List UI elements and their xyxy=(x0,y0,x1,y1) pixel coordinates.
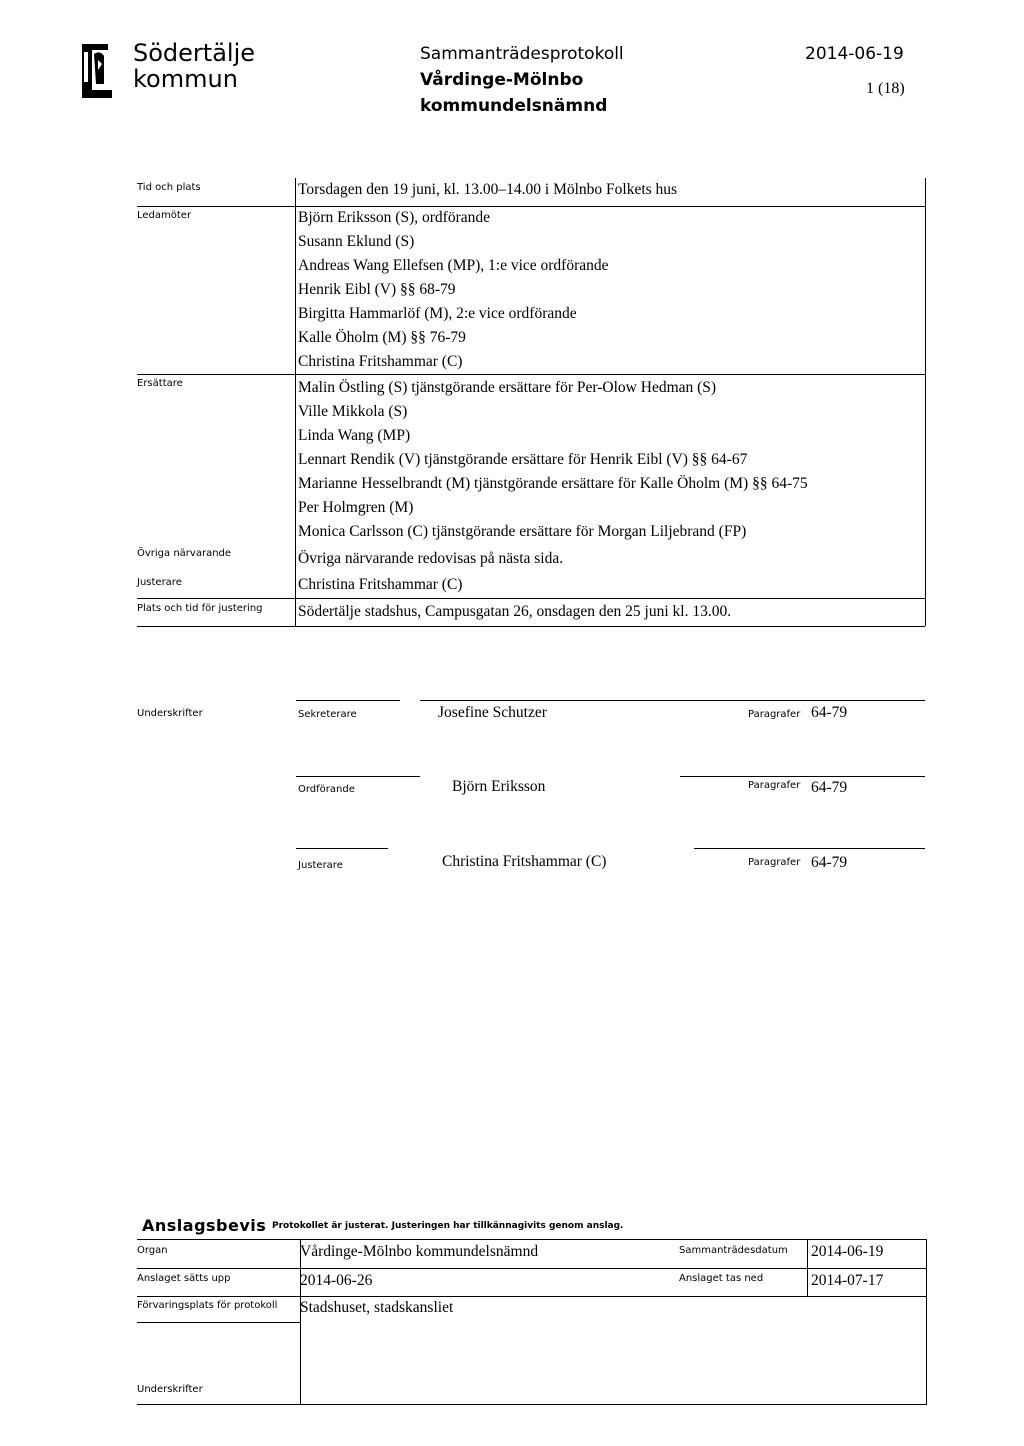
anslagsbevis-subtitle: Protokollet är justerat. Justeringen har tillkännagivits genom anslag. xyxy=(272,1221,624,1231)
organ-value: Vårdinge-Mölnbo kommundelsnämnd xyxy=(300,1243,539,1260)
posted-value: 2014-06-26 xyxy=(300,1272,373,1289)
adjust-place-time: Södertälje stadshus, Campusgatan 26, onsdagen den 25 juni kl. 13.00. xyxy=(298,603,732,620)
others-present: Övriga närvarande redovisas på nästa sida. xyxy=(298,550,564,567)
signature-line xyxy=(296,700,400,701)
signature-line xyxy=(296,776,420,777)
row-rule xyxy=(137,1322,301,1323)
label-organ: Organ xyxy=(137,1245,168,1256)
member-item: Birgitta Hammarlöf (M), 2:e vice ordförande xyxy=(298,305,577,322)
signature-name: Josefine Schutzer xyxy=(438,704,547,721)
substitute-item: Malin Östling (S) tjänstgörande ersättare för Per-Olow Hedman (S) xyxy=(298,379,717,396)
paragraphs-label: Paragrafer xyxy=(748,857,801,868)
row-rule xyxy=(137,1268,927,1269)
substitute-item: Monica Carlsson (C) tjänstgörande ersättare för Morgan Liljebrand (FP) xyxy=(298,523,747,540)
member-item: Björn Eriksson (S), ordförande xyxy=(298,209,490,226)
substitute-item: Lennart Rendik (V) tjänstgörande ersättare för Henrik Eibl (V) §§ 64-67 xyxy=(298,451,748,468)
label-removed: Anslaget tas ned xyxy=(679,1273,764,1284)
label-time-place: Tid och plats xyxy=(137,182,201,193)
row-rule xyxy=(137,1239,927,1240)
storage-value: Stadshuset, stadskansliet xyxy=(300,1299,454,1316)
substitute-item: Ville Mikkola (S) xyxy=(298,403,408,420)
anslagsbevis-title: Anslagsbevis xyxy=(142,1216,267,1235)
substitute-item: Per Holmgren (M) xyxy=(298,499,414,516)
member-item: Kalle Öholm (M) §§ 76-79 xyxy=(298,329,466,346)
table-border-right xyxy=(926,1239,927,1404)
label-others: Övriga närvarande xyxy=(137,548,232,559)
table-divider xyxy=(807,1239,808,1296)
member-item: Christina Fritshammar (C) xyxy=(298,353,463,370)
signature-name: Christina Fritshammar (C) xyxy=(442,853,607,870)
label-posted: Anslaget sätts upp xyxy=(137,1273,231,1284)
org-name-line1: Vårdinge-Mölnbo xyxy=(420,70,584,90)
signature-line xyxy=(420,700,925,701)
signature-role: Justerare xyxy=(298,860,343,871)
table-border-right xyxy=(925,178,926,626)
page-number: 1 (18) xyxy=(866,80,905,97)
label-storage: Förvaringsplats för protokoll xyxy=(137,1300,278,1311)
row-rule xyxy=(137,1296,927,1297)
paragraphs-range: 64-79 xyxy=(811,854,848,871)
removed-value: 2014-07-17 xyxy=(811,1272,884,1289)
label-meeting-date: Sammanträdesdatum xyxy=(679,1245,788,1256)
label-adjusters: Justerare xyxy=(137,577,182,588)
signature-line xyxy=(296,848,388,849)
table-divider xyxy=(295,178,296,626)
document-date: 2014-06-19 xyxy=(805,44,904,64)
paragraphs-range: 64-79 xyxy=(811,779,848,796)
time-place: Torsdagen den 19 juni, kl. 13.00–14.00 i Mölnbo Folkets hus xyxy=(298,181,678,198)
paragraphs-label: Paragrafer xyxy=(748,709,801,720)
member-item: Andreas Wang Ellefsen (MP), 1:e vice ordförande xyxy=(298,257,609,274)
logo-text xyxy=(133,40,255,92)
paragraphs-label: Paragrafer xyxy=(748,780,801,791)
label-adjust-place: Plats och tid för justering xyxy=(137,603,263,614)
org-name-line2: kommundelsnämnd xyxy=(420,96,608,116)
signature-name: Björn Eriksson xyxy=(452,778,546,795)
row-rule xyxy=(137,1404,927,1405)
signature-line xyxy=(680,776,925,777)
label-members: Ledamöter xyxy=(137,210,192,221)
kommun-logo xyxy=(78,40,118,104)
member-item: Henrik Eibl (V) §§ 68-79 xyxy=(298,281,456,298)
adjusters: Christina Fritshammar (C) xyxy=(298,576,463,593)
signature-role: Sekreterare xyxy=(298,709,357,720)
paragraphs-range: 64-79 xyxy=(811,704,848,721)
label-signature: Underskrifter xyxy=(137,1384,203,1395)
signature-line xyxy=(694,848,925,849)
document-title: Sammanträdesprotokoll xyxy=(420,44,624,64)
signatures-label: Underskrifter xyxy=(137,708,203,719)
row-rule xyxy=(137,206,925,207)
member-item: Susann Eklund (S) xyxy=(298,233,415,250)
meeting-date-value: 2014-06-19 xyxy=(811,1243,884,1260)
row-rule xyxy=(137,374,925,375)
label-substitutes: Ersättare xyxy=(137,378,183,389)
logo-sub: kommun xyxy=(133,65,238,93)
table-divider xyxy=(300,1239,301,1404)
row-rule xyxy=(137,598,925,599)
substitute-item: Marianne Hesselbrandt (M) tjänstgörande ersättare för Kalle Öholm (M) §§ 64-75 xyxy=(298,475,808,492)
substitute-item: Linda Wang (MP) xyxy=(298,427,411,444)
logo-name: Södertälje xyxy=(133,39,256,67)
row-rule xyxy=(137,626,925,627)
signature-role: Ordförande xyxy=(298,784,355,795)
